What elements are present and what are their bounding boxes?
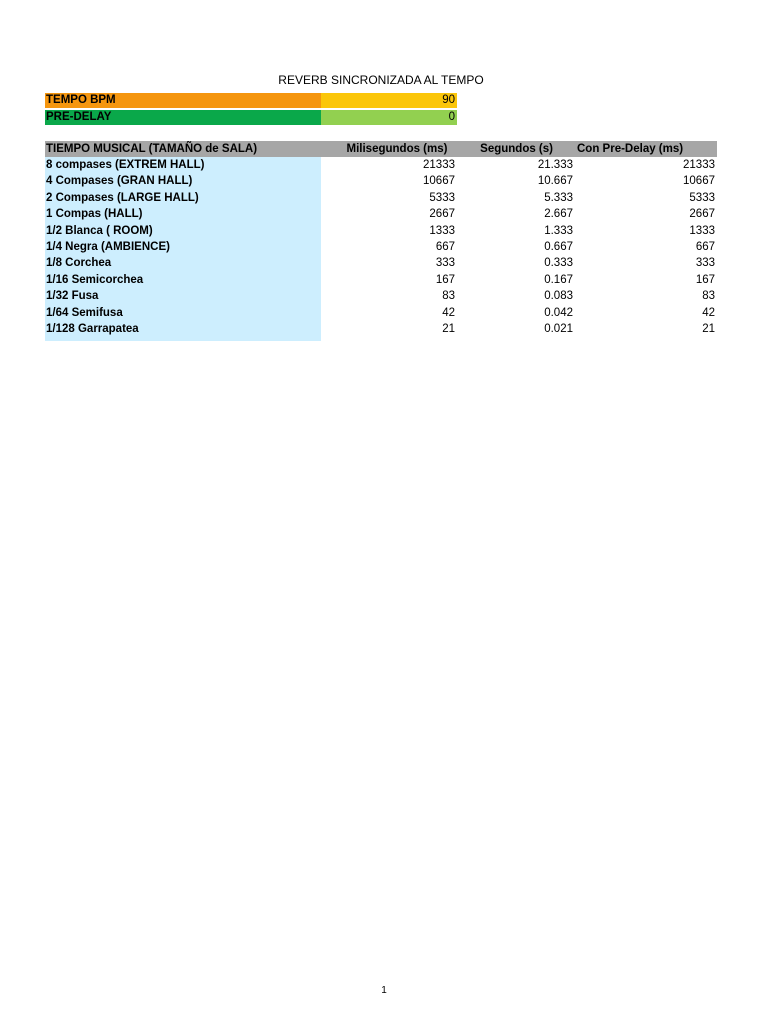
header-musical-time: TIEMPO MUSICAL (TAMAÑO de SALA) <box>46 143 258 155</box>
row-ms: 42 <box>442 306 455 319</box>
row-predelay-ms: 83 <box>702 290 715 303</box>
row-label: 8 compases (EXTREM HALL) <box>45 157 321 173</box>
row-seconds: 21.333 <box>537 159 573 171</box>
pre-delay-row <box>45 110 457 125</box>
row-label: 1/16 Semicorchea <box>45 272 321 288</box>
row-seconds: 0.021 <box>544 322 573 335</box>
table-row <box>45 255 717 271</box>
tempo-bpm-row <box>45 93 457 108</box>
row-label: 1/4 Negra (AMBIENCE) <box>45 239 321 255</box>
row-label: 1 Compas (HALL) <box>45 206 321 222</box>
table-row <box>45 173 717 189</box>
pre-delay-label: PRE-DELAY <box>45 110 321 125</box>
header-seconds: Segundos (s) <box>480 143 553 155</box>
row-predelay-ms: 2667 <box>689 208 715 221</box>
row-seconds: 0.167 <box>544 273 573 286</box>
row-ms: 5333 <box>429 191 455 204</box>
row-label: 1/128 Garrapatea <box>45 321 321 337</box>
table-row <box>45 288 717 304</box>
tempo-bpm-label: TEMPO BPM <box>45 93 321 108</box>
row-label: 1/2 Blanca ( ROOM) <box>45 223 321 239</box>
table-row <box>45 157 717 173</box>
row-predelay-ms: 667 <box>695 240 715 253</box>
row-ms: 2667 <box>429 208 455 221</box>
row-ms: 667 <box>435 240 455 253</box>
table-row <box>45 305 717 321</box>
table-row <box>45 223 717 239</box>
page-number: 1 <box>381 985 387 996</box>
row-label: 1/32 Fusa <box>45 288 321 304</box>
row-ms: 10667 <box>423 175 455 188</box>
header-with-predelay: Con Pre-Delay (ms) <box>577 143 684 155</box>
row-predelay-ms: 42 <box>702 306 715 319</box>
pre-delay-value[interactable]: 0 <box>321 110 457 125</box>
row-predelay-ms: 167 <box>695 273 715 286</box>
table-row <box>45 239 717 255</box>
row-label: 1/8 Corchea <box>45 255 321 271</box>
row-ms: 1333 <box>429 224 455 237</box>
row-seconds: 1.333 <box>544 224 573 237</box>
table-row <box>45 272 717 288</box>
table-row <box>45 206 717 222</box>
row-predelay-ms: 10667 <box>683 175 715 188</box>
sheet-title: REVERB SINCRONIZADA AL TEMPO <box>278 73 484 87</box>
tempo-bpm-value[interactable]: 90 <box>321 93 457 108</box>
row-label: 1/64 Semifusa <box>45 305 321 321</box>
row-predelay-ms: 1333 <box>689 224 715 237</box>
row-label: 2 Compases (LARGE HALL) <box>45 190 321 206</box>
table-row <box>45 190 717 206</box>
row-ms: 21 <box>442 322 455 335</box>
row-ms: 167 <box>435 273 455 286</box>
row-seconds: 0.083 <box>544 290 573 303</box>
row-seconds: 0.042 <box>544 306 573 319</box>
table-body <box>45 157 717 341</box>
row-seconds: 0.333 <box>544 257 573 270</box>
row-predelay-ms: 21 <box>702 322 715 335</box>
row-ms: 83 <box>442 290 455 303</box>
row-label: 4 Compases (GRAN HALL) <box>45 173 321 189</box>
row-ms: 333 <box>435 257 455 270</box>
label-column-fill <box>45 337 321 341</box>
row-seconds: 0.667 <box>544 240 573 253</box>
row-predelay-ms: 333 <box>695 257 715 270</box>
table-row <box>45 321 717 337</box>
row-seconds: 2.667 <box>544 208 573 221</box>
table-header <box>45 141 717 157</box>
reverb-table <box>45 141 717 341</box>
row-seconds: 10.667 <box>537 175 573 188</box>
row-predelay-ms: 21333 <box>683 159 715 171</box>
row-predelay-ms: 5333 <box>689 191 715 204</box>
row-seconds: 5.333 <box>544 191 573 204</box>
header-milliseconds: Milisegundos (ms) <box>346 143 448 155</box>
row-ms: 21333 <box>423 159 455 171</box>
